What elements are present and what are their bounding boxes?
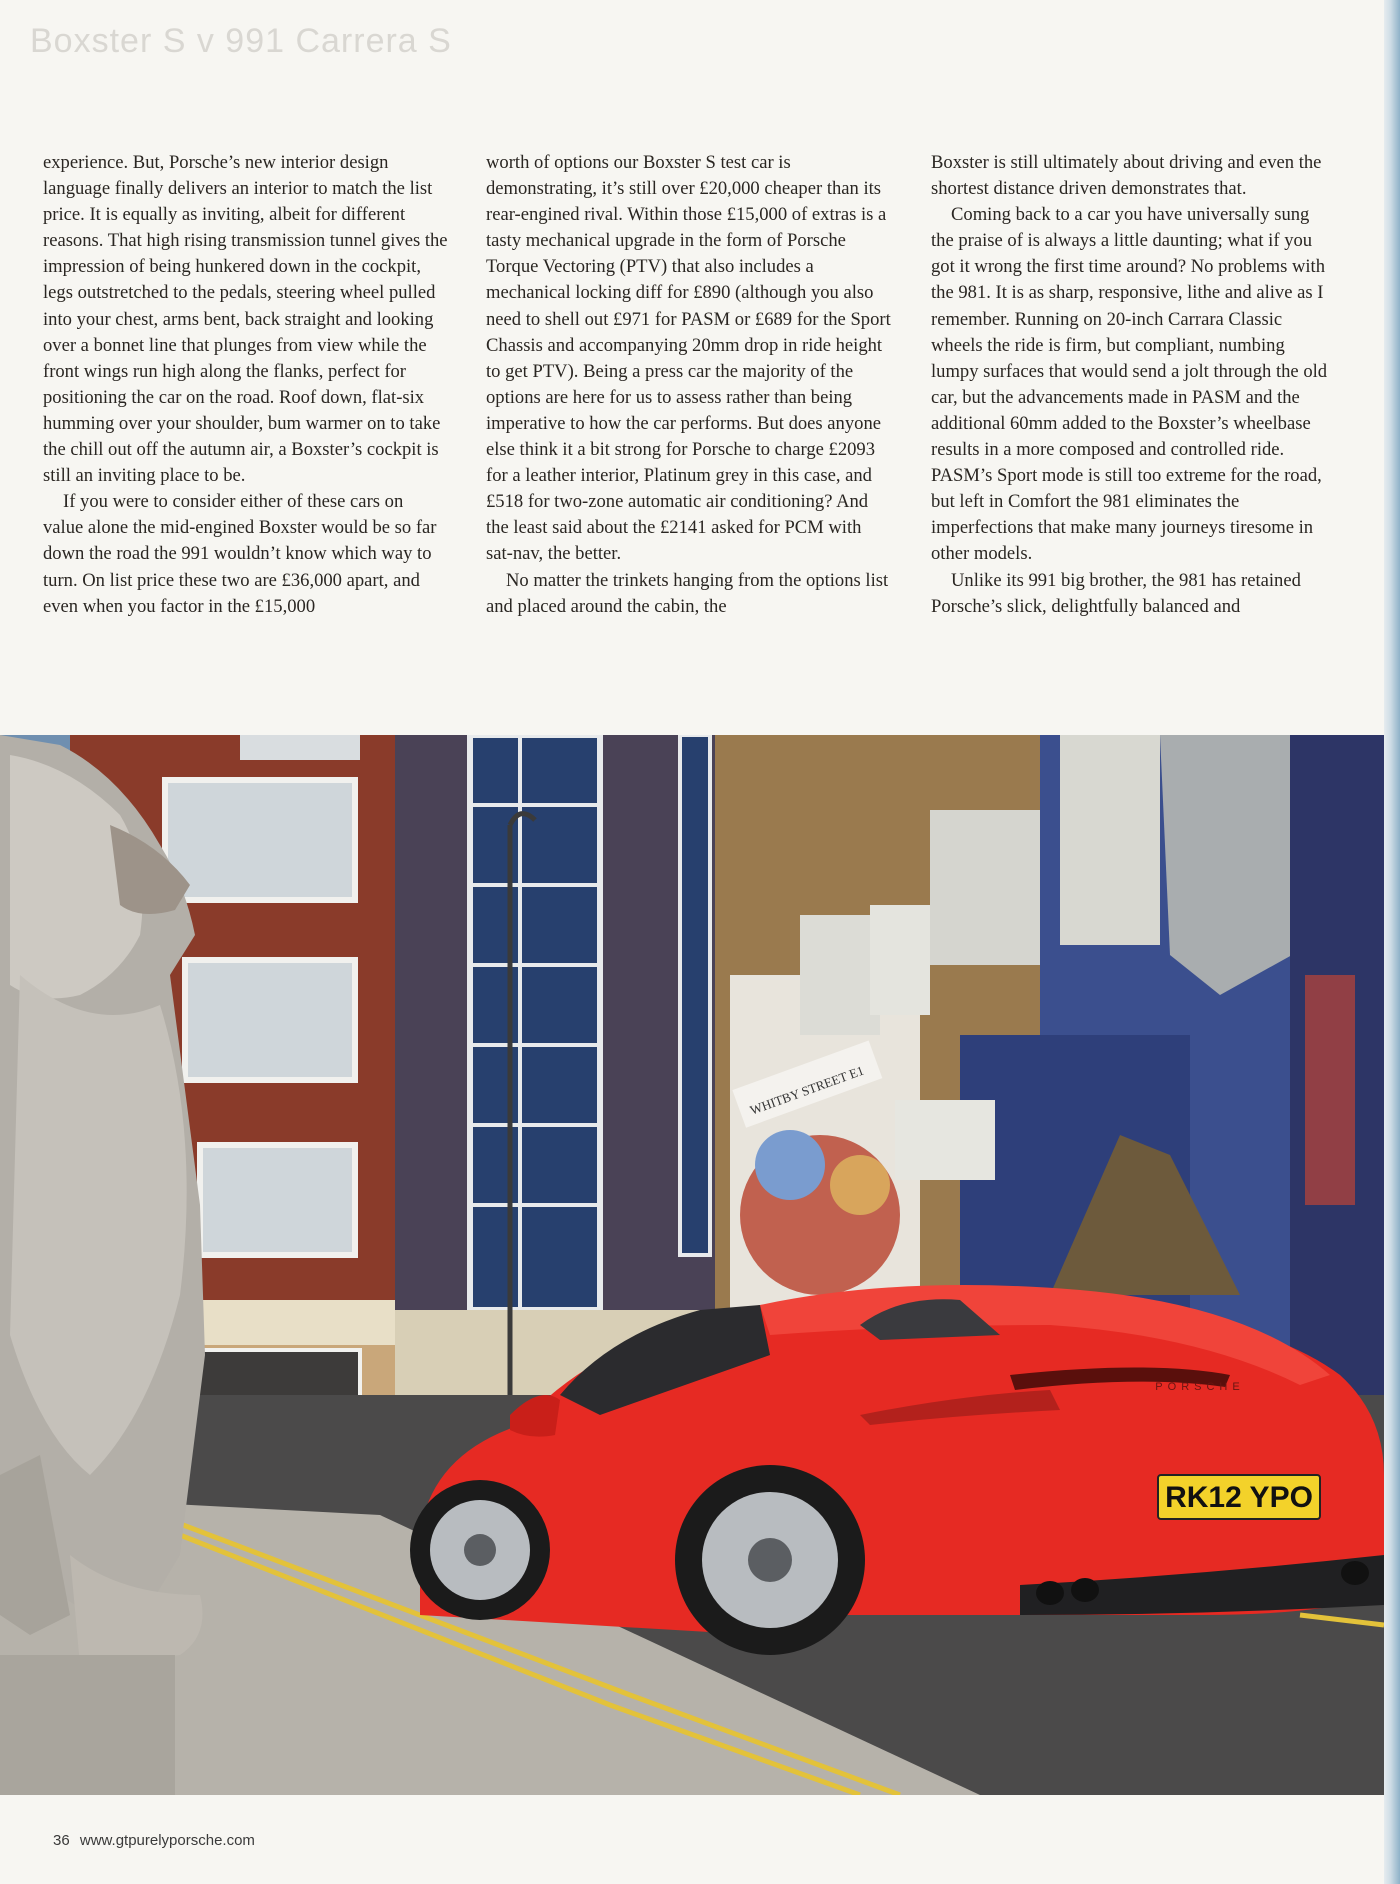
glass-tower: [395, 735, 715, 1395]
page-number: 36: [53, 1832, 70, 1849]
article-column-2: [486, 150, 891, 620]
street-scene-illustration: [0, 735, 1384, 1795]
paragraph: No matter the trinkets hanging from the options list and placed around the cabin, the: [486, 569, 889, 617]
paragraph: experience. But, Porsche’s new interior design language finally delivers an interior to match the list price. It is equally as inviting, albeit for different reasons. That high rising transmission tunnel gives the impression of being hunkered down in the cockpit, legs outstretched to the pedals, steering wheel pulled into your chest, arms bent, back straight and looking over a bonnet line that plunges from view while the front wings run high along the flanks, perfect for positioning the car on the road. Roof down, flat-six humming over your shoulder, bum warmer on to take the chill out off the autumn air, a Boxster’s cockpit is still an inviting place to be.: [43, 152, 448, 487]
paragraph: Unlike its 991 big brother, the 981 has retained Porsche’s slick, delightfully balanced and: [931, 569, 1301, 617]
number-plate-text: RK12 YPO: [1165, 1481, 1313, 1514]
article-body: [43, 150, 1343, 650]
paragraph: Coming back to a car you have universally sung the praise of is always a little daunting; what if you got it wrong the first time around? No problems with the 981. It is as sharp, responsive, lithe and alive as I remember. Running on 20-inch Carrara Classic wheels the ride is firm, but compliant, numbing lumpy surfaces that would send a jolt through the old car, but the advancements made in PASM and the additional 60mm added to the Boxster’s wheelbase results in a more composed and controlled ride. PASM’s Sport mode is still too extreme for the road, but left in Comfort the 981 eliminates the imperfections that make many journeys tiresome in other models.: [931, 204, 1328, 565]
footer-url[interactable]: www.gtpurelyporsche.com: [79, 1832, 255, 1849]
paragraph: Boxster is still ultimately about driving and even the shortest distance driven demonstrates that.: [931, 152, 1322, 200]
page-edge: [1384, 0, 1400, 1884]
article-photo: [0, 735, 1384, 1795]
running-header: Boxster S v 991 Carrera S: [30, 22, 452, 60]
paragraph: worth of options our Boxster S test car is demonstrating, it’s still over £20,000 cheaper than its rear-engined rival. Within those £15,000 of extras is a tasty mechanical upgrade in the form of Porsche Torque Vectoring (PTV) that also includes a mechanical locking diff for £890 (although you also need to shell out £971 for PASM or £689 for the Sport Chassis and accompanying 20mm drop in ride height to get PTV). Being a press car the majority of the options are here for us to assess rather than being imperative to how the car performs. But does anyone else think it a bit strong for Porsche to charge £2093 for a leather interior, Platinum grey in this case, and £518 for two-zone automatic air conditioning? And the least said about the £2141 asked for PCM with sat-nav, the better.: [486, 152, 891, 565]
article-column-3: [931, 150, 1336, 620]
car-badge: PORSCHE: [1155, 1381, 1245, 1393]
page-footer: [53, 1832, 255, 1849]
article-column-1: [43, 150, 448, 620]
paragraph: If you were to consider either of these cars on value alone the mid-engined Boxster would be so far down the road the 991 wouldn’t know which way to turn. On list price these two are £36,000 apart, and even when you factor in the £15,000: [43, 491, 437, 617]
street-sign: WHITBY STREET E1: [747, 1062, 866, 1118]
